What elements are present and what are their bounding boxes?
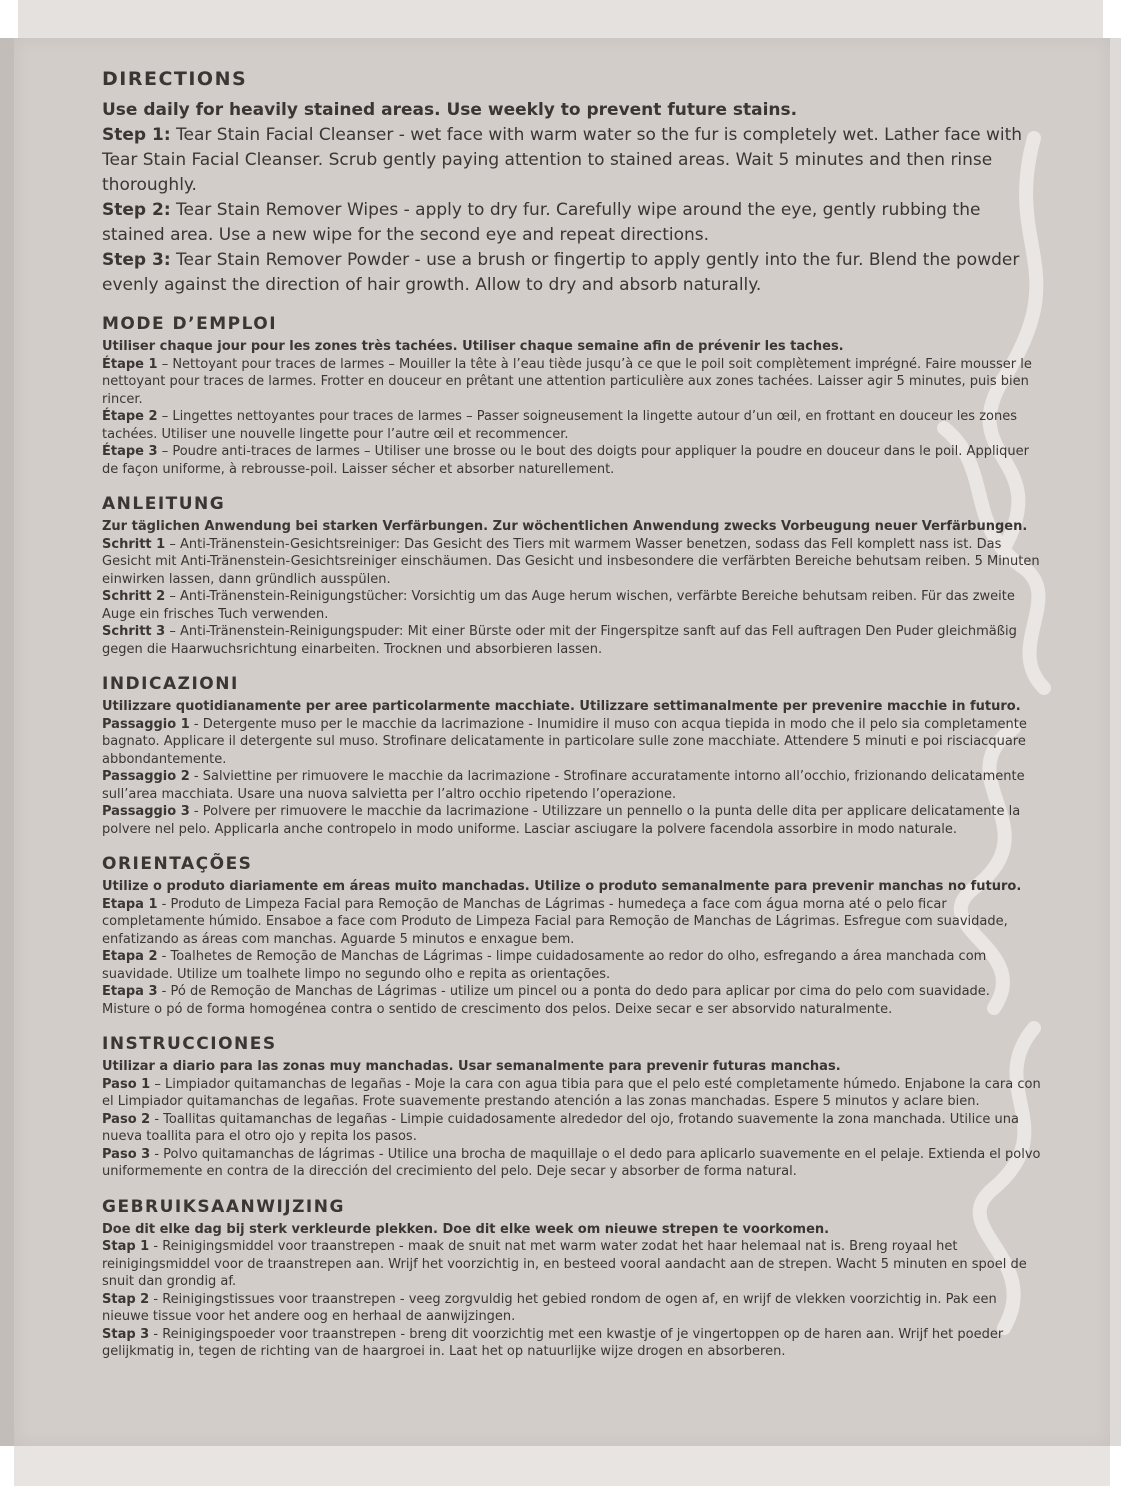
step-text: - Toallitas quitamanchas de legañas - Limpie cuidadosamente alrededor del ojo, frotando suavemente la zona manchada. Utilice una nueva toallita para el otro ojo y repita los pasos. [102, 1111, 1019, 1144]
section-lead: Utilize o produto diariamente em áreas muito manchadas. Utilize o produto semanalmente para prevenir manchas no futuro. [102, 879, 1022, 894]
section-lead: Utilizar a diario para las zonas muy manchadas. Usar semanalmente para prevenir futuras manchas. [102, 1059, 841, 1074]
step-text: - Reinigingspoeder voor traanstrepen - breng dit voorzichtig met een kwastje of je vingertoppen op de haren aan. Wrijf het poeder gelijkmatig in, tegen de richting van de haargroei in. Laat het op natuurlijke wijze drogen en absorberen. [102, 1326, 1004, 1359]
directions-content [102, 68, 1042, 1361]
step-text: - Reinigingsmiddel voor traanstrepen - maak de snuit nat met warm water zodat het haar helemaal nat is. Breng royaal het reinigingsmiddel voor de traanstrepen aan. Wrijf het voorzichtig in, en besteed vooral aandacht aan de strepen. Wacht 5 minuten en spoel de snuit dan grondig af. [102, 1239, 1027, 1289]
step-label: Étape 3 [102, 444, 158, 459]
step-label: Stap 2 [102, 1291, 150, 1307]
step-label: Step 1: [102, 125, 171, 145]
step-text: – Nettoyant pour traces de larmes – Mouiller la tête à l’eau tiède jusqu’à ce que le poil soit complètement imprégné. Faire mousser le nettoyant pour traces de larmes. Frotter en douceur en prêtant une attention particulière aux zones tachées. Laisser agir 5 minutes, puis bien rincer. [102, 356, 1032, 407]
section-heading: DIRECTIONS [102, 68, 248, 90]
section-pt [102, 854, 1042, 1018]
step-1 [102, 123, 1042, 198]
section-es [102, 1034, 1042, 1181]
step-text: - Polvo quitamanchas de lágrimas - Utilice una brocha de maquillaje o el dedo para aplicarlo suavemente en el pelaje. Extienda el polvo uniformemente en contra de la dirección del crecimiento del pelo. Deje secar y absorber de forma natural. [102, 1146, 1041, 1179]
section-heading: ANLEITUNG [102, 494, 226, 514]
step-text: - Detergente muso per le macchie da lacrimazione - Inumidire il muso con acqua tiepida in modo che il pelo sia completamente bagnato. Applicare il detergente sul muso. Strofinare delicatamente in particolare sulle zone macchiate. Attendere 5 minuti e poi risciacquare abbondantemente. [102, 716, 1027, 767]
step-text: – Limpiador quitamanchas de legañas - Moje la cara con agua tibia para que el pelo esté completamente húmedo. Enjabone la cara con el Limpiador quitamanchas de legañas. Frote suavemente prestando atención a las zonas manchadas. Espere 5 minutos y aclare bien. [102, 1076, 1041, 1109]
step-label: Paso 1 [102, 1076, 151, 1092]
step-label: Étape 1 [102, 356, 158, 372]
step-2 [102, 948, 1042, 983]
section-de [102, 494, 1042, 658]
step-label: Paso 2 [102, 1111, 151, 1127]
step-text: – Lingettes nettoyantes pour traces de larmes – Passer soigneusement la lingette autour d’un œil, en frottant en douceur les zones tachées. Utiliser une nouvelle lingette pour l’autre œil et recommencer. [102, 409, 1017, 442]
step-text: - Reinigingstissues voor traanstrepen - veeg zorgvuldig het gebied rondom de ogen af, en wrijf de vlekken voorzichtig in. Pak een nieuwe tissue voor het andere oog en herhaal de aanwijzingen. [102, 1291, 997, 1324]
section-it [102, 674, 1042, 838]
step-3 [102, 1146, 1042, 1181]
step-text: - Salviettine per rimuovere le macchie da lacrimazione - Strofinare accuratamente intorno all’occhio, frizionando delicatamente sull’area macchiata. Usare una nuova salvietta per l’altro occhio ripetendo l’operazione. [102, 769, 1025, 802]
step-label: Step 3: [102, 250, 171, 270]
section-heading: MODE D’EMPLOI [102, 314, 278, 334]
section-heading: GEBRUIKSAANWIJZING [102, 1196, 345, 1217]
step-text: Tear Stain Facial Cleanser - wet face with warm water so the fur is completely wet. Lather face with Tear Stain Facial Cleanser. Scrub gently paying attention to stained areas. Wait 5 minutes and then rinse thoroughly. [102, 125, 1023, 195]
step-label: Schritt 3 [102, 624, 166, 639]
step-text: – Anti-Tränenstein-Reinigungstücher: Vorsichtig um das Auge herum wischen, verfärbte Bereiche behutsam reiben. Für das zweite Auge ein frisches Tuch verwenden. [102, 589, 1015, 622]
step-text: Tear Stain Remover Powder - use a brush or fingertip to apply gently into the fur. Blend the powder evenly against the direction of hair growth. Allow to dry and absorb naturally. [102, 250, 1020, 295]
directions-panel [14, 38, 1110, 1446]
box-left-edge [0, 38, 14, 1446]
step-1 [102, 896, 1042, 949]
step-1 [102, 1076, 1042, 1111]
step-label: Passaggio 2 [102, 769, 190, 784]
step-3 [102, 983, 1042, 1018]
section-heading: ORIENTAÇÕES [102, 854, 253, 874]
section-lead: Utilizzare quotidianamente per aree particolarmente macchiate. Utilizzare settimanalmente per prevenire macchie in futuro. [102, 699, 1021, 714]
step-3 [102, 248, 1042, 298]
step-text: – Anti-Tränenstein-Reinigungspuder: Mit einer Bürste oder mit der Fingerspitze sanft auf das Fell auftragen Den Puder gleichmäßig gegen die Haarwuchsrichtung einarbeiten. Trocknen und absorbieren lassen. [102, 624, 1017, 657]
step-2 [102, 588, 1042, 623]
box-bottom-edge [14, 1446, 1110, 1486]
section-lead: Utiliser chaque jour pour les zones très tachées. Utiliser chaque semaine afin de prévenir les taches. [102, 339, 844, 354]
section-heading: INDICAZIONI [102, 674, 239, 694]
step-2 [102, 198, 1042, 248]
step-label: Stap 1 [102, 1239, 150, 1254]
step-1 [102, 356, 1042, 409]
step-text: – Poudre anti-traces de larmes – Utiliser une brosse ou le bout des doigts pour appliquer la poudre en douceur dans le poil. Appliquer de façon uniforme, à rebrousse-poil. Laisser sécher et absorber naturellement. [102, 444, 1030, 477]
step-text: - Produto de Limpeza Facial para Remoção de Manchas de Lágrimas - humedeça a face com água morna até o pelo ficar completamente húmido. Ensaboe a face com Produto de Limpeza Facial para Remoção de Manchas de Lágrimas. Esfregue com suavidade, enfatizando as áreas com manchas. Aguarde 5 minutos e enxague bem. [102, 896, 1008, 947]
step-label: Passaggio 3 [102, 804, 190, 819]
step-1 [102, 716, 1042, 769]
section-fr [102, 314, 1042, 478]
step-3 [102, 623, 1042, 658]
section-nl [102, 1197, 1042, 1361]
step-2 [102, 1111, 1042, 1146]
step-label: Paso 3 [102, 1146, 151, 1162]
step-2 [102, 1291, 1042, 1326]
step-2 [102, 408, 1042, 443]
step-label: Étape 2 [102, 409, 158, 424]
step-text: - Toalhetes de Remoção de Manchas de Lágrimas - limpe cuidadosamente ao redor do olho, esfregando a área manchada com suavidade. Utilize um toalhete limpo no segundo olho e repita as orientações. [102, 949, 987, 982]
step-label: Etapa 1 [102, 896, 158, 912]
step-1 [102, 536, 1042, 589]
step-3 [102, 443, 1042, 478]
section-heading: INSTRUCCIONES [102, 1034, 277, 1054]
step-label: Stap 3 [102, 1326, 150, 1342]
section-en [102, 68, 1042, 298]
step-label: Etapa 2 [102, 949, 158, 964]
box-right-edge [1110, 38, 1121, 1446]
section-lead: Use daily for heavily stained areas. Use weekly to prevent future stains. [102, 100, 798, 120]
step-label: Passaggio 1 [102, 716, 190, 732]
step-2 [102, 768, 1042, 803]
step-label: Schritt 2 [102, 589, 166, 604]
step-label: Step 2: [102, 200, 171, 220]
box-top-flap [18, 0, 1103, 41]
step-label: Schritt 1 [102, 536, 166, 552]
section-lead: Doe dit elke dag bij sterk verkleurde plekken. Doe dit elke week om nieuwe strepen te voorkomen. [102, 1221, 830, 1237]
step-text: - Polvere per rimuovere le macchie da lacrimazione - Utilizzare un pennello o la punta delle dita per applicare delicatamente la polvere nel pelo. Applicarla anche contropelo in modo uniforme. Lasciar asciugare la polvere facendola assorbire in modo naturale. [102, 804, 1021, 837]
step-text: – Anti-Tränenstein-Gesichtsreiniger: Das Gesicht des Tiers mit warmem Wasser benetzen, sodass das Fell komplett nass ist. Das Gesicht mit Anti-Tränenstein-Gesichtsreiniger einschäumen. Das Gesicht und insbesondere die verfärbten Bereiche behutsam reiben. 5 Minuten einwirken lassen, dann gründlich ausspülen. [102, 536, 1040, 587]
step-text: Tear Stain Remover Wipes - apply to dry fur. Carefully wipe around the eye, gently rubbing the stained area. Use a new wipe for the second eye and repeat directions. [102, 200, 981, 245]
step-3 [102, 1326, 1042, 1361]
section-lead: Zur täglichen Anwendung bei starken Verfärbungen. Zur wöchentlichen Anwendung zwecks Vorbeugung neuer Verfärbungen. [102, 519, 1028, 534]
step-text: - Pó de Remoção de Manchas de Lágrimas - utilize um pincel ou a ponta do dedo para aplicar por cima do pelo com suavidade. Misture o pó de forma homogénea contra o sentido de crescimento dos pelos. Deixe secar e ser absorvido naturalmente. [102, 984, 990, 1017]
step-3 [102, 803, 1042, 838]
step-1 [102, 1238, 1042, 1291]
step-label: Etapa 3 [102, 984, 158, 999]
